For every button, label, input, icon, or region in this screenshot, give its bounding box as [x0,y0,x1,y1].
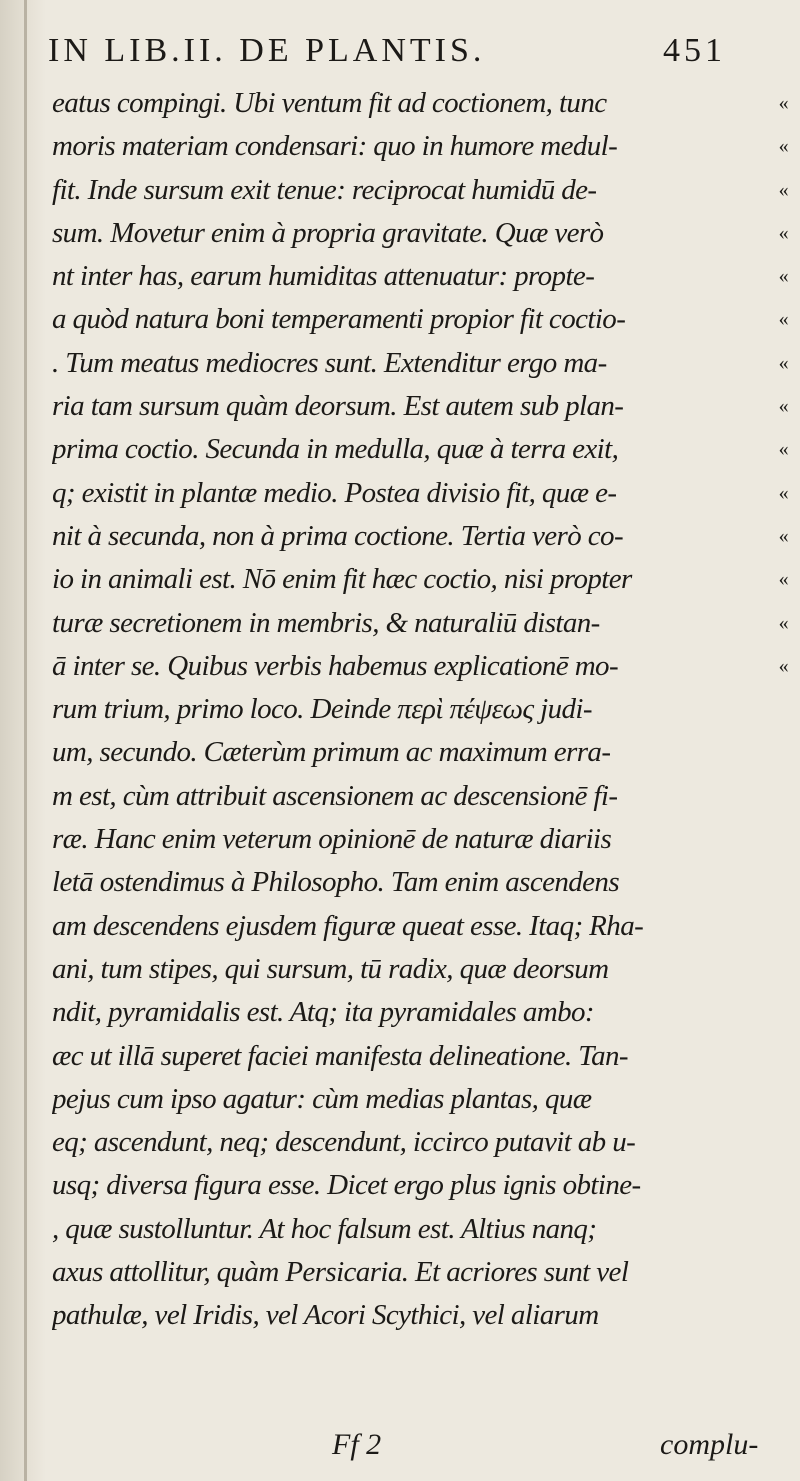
binding-edge [24,0,27,1481]
text-line [52,905,792,948]
text-line [52,1208,792,1251]
text-line [52,948,792,991]
line-text: ndit, pyramidalis est. Atq; ita pyramidales ambo: [52,996,594,1029]
line-text: ræ. Hanc enim veterum opinionē de naturæ diariis [52,823,612,856]
text-line [52,991,792,1034]
quotation-mark: « [778,351,788,374]
text-line [52,298,792,341]
text-line [52,1035,792,1078]
text-line [52,342,792,385]
quotation-mark: « [778,481,788,504]
quotation-mark: « [778,92,788,114]
binding-gutter [0,0,46,1481]
line-text: um, secundo. Cæterùm primum ac maximum erra- [52,736,611,769]
text-line [52,1251,792,1294]
line-text: a quòd natura boni temperamenti propior fit coctio- [52,303,626,336]
text-line [52,82,792,125]
running-header [48,32,768,78]
text-line [52,558,792,601]
quotation-mark: « [778,265,788,288]
body-text [52,82,792,1338]
text-line [52,385,792,428]
line-text: . Tum meatus mediocres sunt. Extenditur ergo ma- [52,346,607,379]
text-line [52,169,792,212]
text-line [52,428,792,471]
line-text: nt inter has, earum humiditas attenuatur: propte- [52,260,595,293]
line-text: axus attollitur, quàm Persicaria. Et acriores sunt vel [52,1256,629,1289]
line-text: rum trium, primo loco. Deinde περὶ πέψεως judi- [52,693,592,726]
line-text: eq; ascendunt, neq; descendunt, iccirco putavit ab u- [52,1126,636,1159]
text-line [52,1078,792,1121]
text-line [52,818,792,861]
quotation-mark: « [778,135,788,158]
signature-mark: Ff 2 [332,1428,382,1461]
quotation-mark: « [778,524,788,547]
text-line [52,731,792,774]
quotation-mark: « [778,438,788,461]
line-text: æc ut illā superet faciei manifesta delineatione. Tan- [52,1039,628,1072]
text-line [52,1164,792,1207]
line-text: letā ostendimus à Philosopho. Tam enim ascendens [52,866,620,899]
quotation-mark: « [778,611,788,634]
line-text: usq; diversa figura esse. Dicet ergo plus ignis obtine- [52,1169,641,1202]
line-text: ani, tum stipes, qui sursum, tū radix, quæ deorsum [52,952,609,985]
line-text: m est, cùm attribuit ascensionem ac descensionē fi- [52,779,618,812]
line-text: sum. Movetur enim à propria gravitate. Quæ verò [52,216,604,249]
page-number: 451 [663,32,726,69]
line-text: ā inter se. Quibus verbis habemus explicationē mo- [52,649,619,682]
line-text: turæ secretionem in membris, & naturaliū distan- [52,606,600,639]
quotation-mark: « [778,221,788,244]
line-text: prima coctio. Secunda in medulla, quæ à terra exit, [52,433,619,466]
text-line [52,861,792,904]
running-title: IN LIB.II. DE PLANTIS. [48,32,486,69]
text-line [52,212,792,255]
text-line [52,255,792,298]
text-line [52,515,792,558]
text-line [52,1121,792,1164]
text-line [52,688,792,731]
text-line [52,472,792,515]
quotation-mark: « [778,654,788,677]
text-line [52,602,792,645]
line-text: pathulæ, vel Iridis, vel Acori Scythici, vel aliarum [52,1299,599,1332]
quotation-mark: « [778,308,788,331]
text-line [52,645,792,688]
quotation-mark: « [778,395,788,418]
line-text: eatus compingi. Ubi ventum fit ad coctionem, tunc [52,87,607,119]
line-text: pejus cum ipso agatur: cùm medias plantas, quæ [52,1082,592,1115]
line-text: fit. Inde sursum exit tenue: reciprocat humidū de- [52,173,597,206]
line-text: q; existit in plantæ medio. Postea divisio fit, quæ e- [52,476,617,509]
line-text: moris materiam condensari: quo in humore medul- [52,130,618,163]
catchword: complu- [660,1428,759,1461]
line-text: nit à secunda, non à prima coctione. Tertia verò co- [52,519,624,552]
line-text: , quæ sustolluntur. At hoc falsum est. Altius nanq; [52,1212,597,1245]
line-text: io in animali est. Nō enim fit hæc coctio, nisi propter [52,563,632,596]
line-text: am descendens ejusdem figuræ queat esse. Itaq; Rha- [52,909,644,942]
text-line [52,125,792,168]
quotation-mark: « [778,568,788,591]
text-line [52,1294,792,1337]
text-line [52,775,792,818]
line-text: ria tam sursum quàm deorsum. Est autem sub plan- [52,390,624,423]
quotation-mark: « [778,178,788,201]
